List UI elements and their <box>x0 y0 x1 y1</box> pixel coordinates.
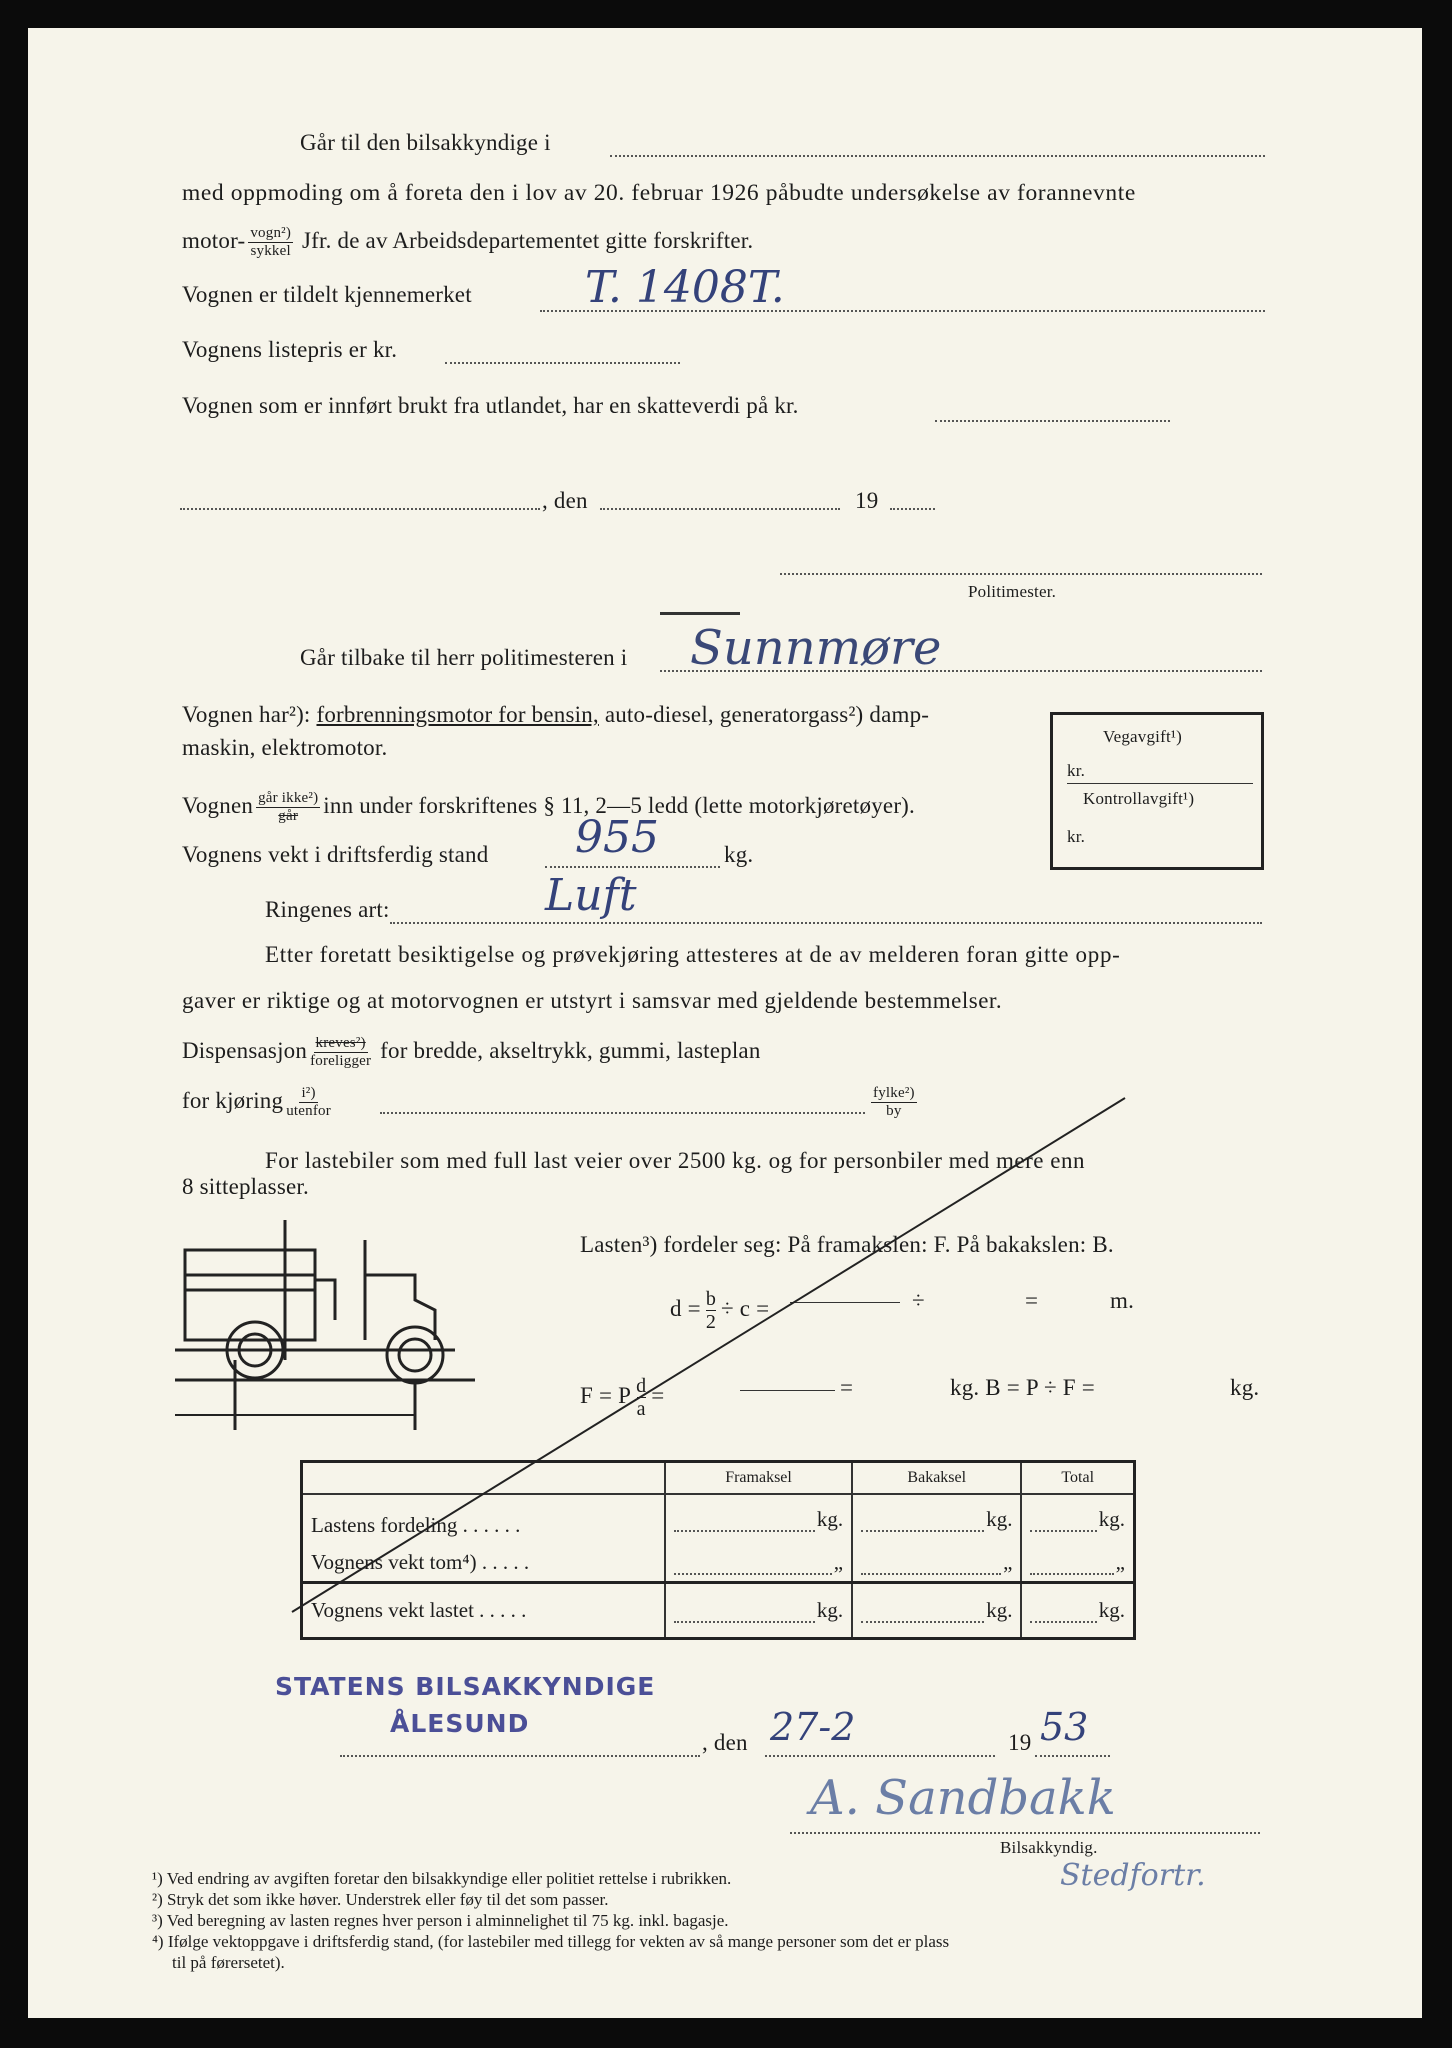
formula-d-div: ÷ <box>912 1288 925 1313</box>
attest-line2: gaver er riktige og at motorvognen er utstyrt i samsvar med gjeldende bestemmelser. <box>182 988 1003 1013</box>
cell[interactable]: „ <box>665 1544 852 1583</box>
formula-d: d = $\frac{b}{2}$ ÷ c = <box>670 1288 770 1333</box>
formula-d-eq: = <box>1025 1288 1039 1313</box>
vegavgift-label: Vegavgift¹) <box>1103 727 1183 746</box>
attest-line1: Etter foretatt besiktigelse og prøvekjøring attesteres at de av melderen foran gitte opp- <box>265 942 1121 967</box>
gaar-line: Vognen $\frac{\text{går ikke²)}}{\text{går}}$ inn under forskriftenes § 11, 2—5 ledd (lette motorkjøretøyer). <box>182 790 915 824</box>
ringer-label: Ringenes art: <box>265 897 390 922</box>
stamp-line1: STATENS BILSAKKYNDIGE <box>275 1672 656 1701</box>
fylke-by: $\frac{\text{fylke²)}}{by}$ <box>873 1085 915 1119</box>
formula-f: F = P $\frac{d}{a}$ = <box>580 1375 665 1420</box>
vekt-value: 955 <box>575 812 659 863</box>
year-label: 19 <box>855 488 879 513</box>
motor-type-line: Vognen har²): forbrenningsmotor for bensin, auto-diesel, generatorgass²) damp- <box>182 702 930 727</box>
listepris-label: Vognens listepris er kr. <box>182 337 398 362</box>
formula-b: kg. B = P ÷ F = <box>950 1375 1095 1400</box>
footnote-3: ³) Ved beregning av lasten regnes hver person i alminnelighet til 75 kg. inkl. bagasje. <box>152 1911 729 1930</box>
footer-year-prefix: 19 <box>1008 1730 1032 1755</box>
footnote-4: ⁴) Ifølge vektoppgave i driftsferdig stand, (for lastebiler med tillegg for vekten av så mange personer som det er plass <box>152 1932 950 1951</box>
dispensasjon-line: Dispensasjon $\frac{\text{kreves²)}}{\text{foreligger}}$ for bredde, akseltrykk, gummi, lasteplan <box>182 1035 761 1069</box>
footer-den-label: , den <box>702 1730 748 1755</box>
footnote-1: ¹) Ved endring av avgiften foretar den bilsakkyndige eller politiet rettelse i rubrikken. <box>152 1869 732 1888</box>
kontrollavgift-label: Kontrollavgift¹) <box>1083 789 1195 808</box>
row-label: Vognens vekt lastet . . . . . <box>302 1583 666 1639</box>
cell[interactable]: „ <box>852 1544 1021 1583</box>
kjoring-line: for kjøring $\frac{\text{i²)}}{\text{utenfor}}$ <box>182 1085 331 1119</box>
return-label: Går tilbake til herr politimesteren i <box>300 645 628 670</box>
stamp-line2: ÅLESUND <box>390 1709 530 1738</box>
footnote-2: ²) Stryk det som ikke høver. Understrek eller føy til det som passer. <box>152 1890 609 1909</box>
footer-date-field[interactable] <box>765 1755 995 1757</box>
footer-place-field[interactable] <box>340 1755 700 1757</box>
signature-field[interactable] <box>790 1832 1260 1834</box>
load-intro1: For lastebiler som med full last veier over 2500 kg. og for personbiler med mere enn <box>265 1148 1085 1173</box>
cell[interactable]: kg. <box>665 1583 852 1639</box>
vekt-label: Vognens vekt i driftsferdig stand <box>182 842 489 867</box>
header-line3: motor- $\frac{\text{vogn²)}}{\text{sykkel}}$ Jfr. de av Arbeidsdepartementet gitte forskrifter. <box>182 225 754 259</box>
lasten-line: Lasten³) fordeler seg: På framakslen: F. På bakakslen: B. <box>580 1232 1114 1257</box>
den-label: , den <box>542 488 588 513</box>
header-total: Total <box>1021 1462 1134 1495</box>
footer-year-value: 53 <box>1040 1705 1089 1749</box>
politimester-place-value: Sunnmøre <box>690 620 942 676</box>
header-line1: Går til den bilsakkyndige i <box>300 130 551 155</box>
role-label: Bilsakkyndig. <box>1000 1838 1098 1857</box>
kjennemerke-label: Vognen er tildelt kjennemerket <box>182 282 472 307</box>
ringer-value: Luft <box>545 870 637 921</box>
header-bakaksel: Bakaksel <box>852 1462 1021 1495</box>
header-framaksel: Framaksel <box>665 1462 852 1495</box>
vekt-unit: kg. <box>724 842 754 867</box>
cell[interactable]: „ <box>1021 1544 1134 1583</box>
cell[interactable]: kg. <box>1021 1494 1134 1544</box>
formula-b-unit: kg. <box>1230 1375 1260 1400</box>
skatteverdi-label: Vognen som er innført brukt fra utlandet, har en skatteverdi på kr. <box>182 393 799 418</box>
official-stamp <box>275 1672 655 1738</box>
cell[interactable]: kg. <box>665 1494 852 1544</box>
signature: A. Sandbakk <box>810 1770 1116 1826</box>
footer-year-field[interactable] <box>1035 1755 1110 1757</box>
row-label: Vognens vekt tom⁴) . . . . . <box>311 1550 530 1574</box>
footer-date-value: 27-2 <box>770 1705 856 1749</box>
cell[interactable]: kg. <box>852 1583 1021 1639</box>
politimester-label: Politimester. <box>968 582 1057 601</box>
footnotes <box>152 1868 949 1973</box>
footnote-4-cont: til på førersetet). <box>172 1953 285 1972</box>
header-line2: med oppmoding om å foreta den i lov av 20. februar 1926 påbudte undersøkelse av forannevnte <box>182 180 1136 206</box>
motor-type-line2: maskin, elektromotor. <box>182 735 388 760</box>
cell[interactable]: kg. <box>1021 1583 1134 1639</box>
formula-f-eq: = <box>840 1375 854 1400</box>
kjennemerke-value: T. 1408T. <box>585 262 785 313</box>
kontrollavgift-kr: kr. <box>1067 827 1086 846</box>
formula-d-unit: m. <box>1110 1288 1135 1313</box>
load-intro2: 8 sitteplasser. <box>182 1174 309 1199</box>
stedfortr: Stedfortr. <box>1060 1858 1206 1893</box>
vegavgift-kr: kr. <box>1067 761 1086 780</box>
cell[interactable]: kg. <box>852 1494 1021 1544</box>
row-label: Lastens fordeling . . . . . . <box>311 1513 521 1537</box>
